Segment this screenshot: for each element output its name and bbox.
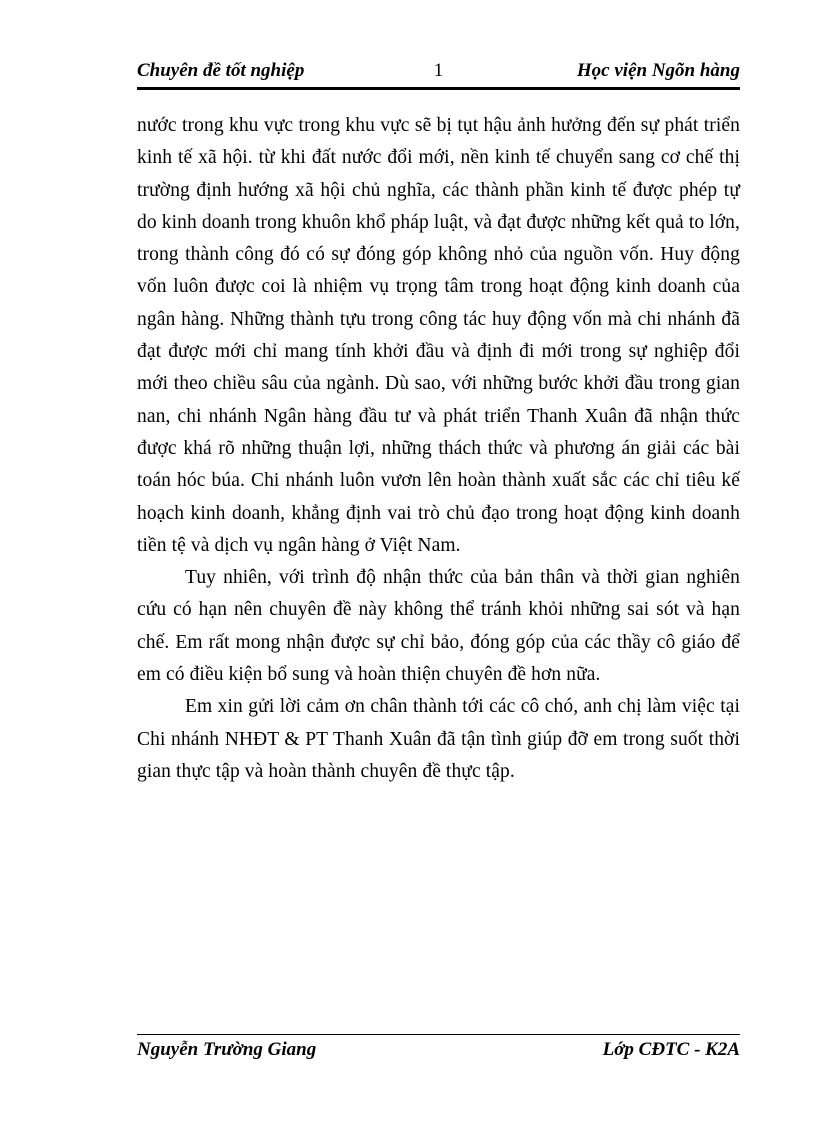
footer-class-label: Lớp CĐTC - K2A xyxy=(602,1039,740,1060)
header-document-title: Chuyên đề tốt nghiệp xyxy=(137,60,305,81)
page-footer xyxy=(137,1034,740,1061)
header-row xyxy=(137,60,740,82)
body-paragraph-3: Em xin gửi lời cảm ơn chân thành tới các cô chó, anh chị làm việc tại Chi nhánh NHĐT & PT Thanh Xuân đã tận tình giúp đỡ em trong suốt thời gian thực tập và hoàn thành chuyên đề thực tập. xyxy=(137,696,740,782)
body-paragraph-2: Tuy nhiên, với trình độ nhận thức của bản thân và thời gian nghiên cứu có hạn nên chuyên đề này không thể tránh khỏi những sai sót và hạn chế. Em rất mong nhận được sự chỉ bảo, đóng góp của các thầy cô giáo để em có điều kiện bổ sung và hoàn thiện chuyên đề hơn nữa. xyxy=(137,567,740,686)
body-paragraph-1: nước trong khu vực trong khu vực sẽ bị tụt hậu ảnh hưởng đến sự phát triển kinh tế xã hội. từ khi đất nước đổi mới, nền kinh tế chuyển sang cơ chế thị trường định hướng xã hội chủ nghĩa, các thành phần kinh tế được phép tự do kinh doanh trong khuôn khổ pháp luật, và đạt được những kết quả to lớn, trong thành công đó có sự đóng góp không nhỏ của nguồn vốn. Huy động vốn luôn được coi là nhiệm vụ trọng tâm trong hoạt động kinh doanh của ngân hàng. Những thành tựu trong công tác huy động vốn mà chi nhánh đã đạt được mới chỉ mang tính khởi đầu và định đi mới trong sự nghiệp đổi mới theo chiều sâu của ngành. Dù sao, với những bước khởi đầu trong gian nan, chi nhánh Ngân hàng đầu tư và phát triển Thanh Xuân đã nhận thức được khá rõ những thuận lợi, những thách thức và phương án giải các bài toán hóc búa. Chi nhánh luôn vươn lên hoàn thành xuất sắc các chỉ tiêu kế hoạch kinh doanh, khẳng định vai trò chủ đạo trong hoạt động kinh doanh tiền tệ và dịch vụ ngân hàng ở Việt Nam. xyxy=(137,115,740,556)
header-rule xyxy=(137,87,740,90)
footer-row xyxy=(137,1035,740,1061)
header-institution-title: Học viện Ngõn hàng xyxy=(576,60,740,81)
footer-author-name: Nguyễn Trường Giang xyxy=(137,1039,317,1060)
page-header xyxy=(137,60,740,90)
header-page-number: 1 xyxy=(433,60,444,81)
document-body xyxy=(137,110,740,788)
